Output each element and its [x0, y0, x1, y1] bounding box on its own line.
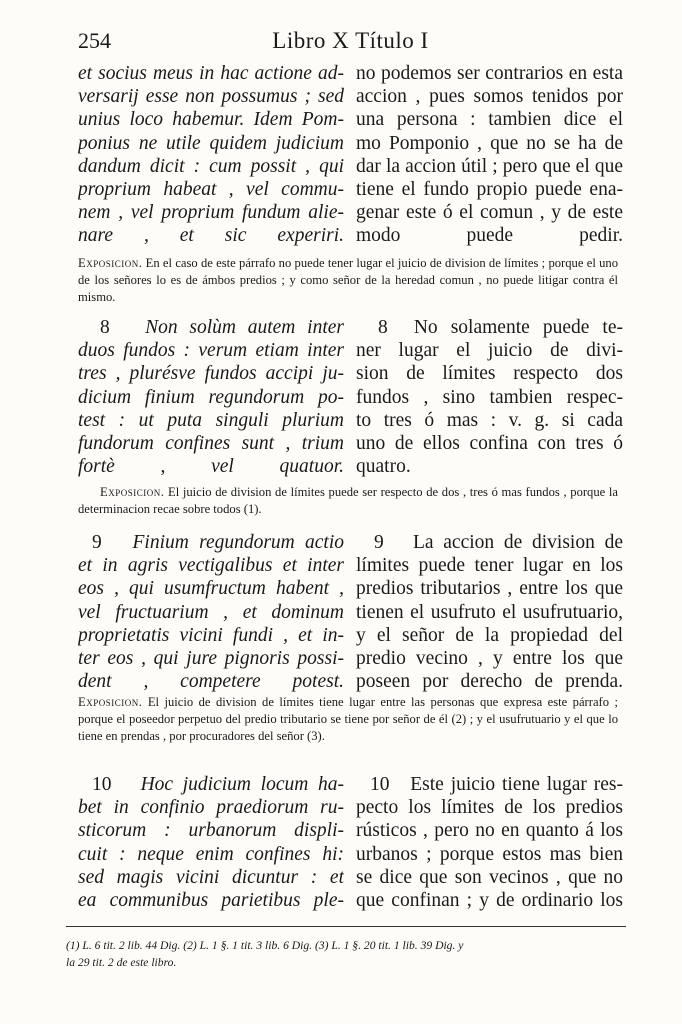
spanish-column: [356, 531, 623, 693]
section-number: 8: [378, 317, 388, 338]
section-number: 10: [92, 774, 112, 795]
spanish-line: uno de ellos confina con tres ó: [356, 432, 623, 454]
spanish-line: dar la accion útil ; pero que el que: [356, 155, 623, 177]
section-number: 8: [100, 317, 110, 338]
spanish-line: to tres ó mas : v. g. si cada: [356, 409, 623, 431]
spanish-line-text: La accion de division de: [412, 532, 623, 553]
latin-line: duos fundos : verum etiam inter: [78, 340, 344, 362]
spanish-line: [356, 316, 623, 339]
latin-line: versarij esse non possumus ; sed: [78, 86, 344, 108]
spanish-line: urbanos ; porque estos mas bien: [356, 843, 623, 865]
exposicion-label: Exposicion.: [78, 256, 143, 270]
footnote-line: la 29 tit. 2 de este libro.: [66, 956, 177, 969]
spanish-line: [356, 773, 623, 796]
latin-line: bet in confinio praediorum ru-: [78, 797, 344, 819]
spanish-line: accion , pues somos tenidos por: [356, 86, 623, 108]
latin-line: unius loco habemur. Idem Pom-: [78, 109, 344, 131]
spanish-line-text: Este juicio tiene lugar res-: [410, 774, 623, 795]
spanish-column: [356, 316, 623, 478]
spanish-line: rústicos , pero no en quanto á los: [356, 820, 623, 842]
spanish-line: límites puede tener lugar en los: [356, 555, 623, 577]
latin-line: vel fructuarium , et dominum: [78, 601, 344, 623]
spanish-column: [356, 62, 623, 248]
spanish-line: modo puede pedir.: [356, 225, 623, 247]
spanish-line: genar este ó el comun , y de este: [356, 202, 623, 224]
spanish-line: [356, 531, 623, 554]
spanish-line: se dice que son vecinos , que no: [356, 866, 623, 888]
latin-line-text: Non solùm autem inter: [145, 317, 344, 338]
exposicion-text: El juicio de division de límites tiene lugar entre las personas que expresa este párrafo ; porque el poseedor perpetuo del predio tributario se tiene por señor de él (2) ; y el usufrutuario y el que lo tiene en prendas , por procuradores del señor (3).: [78, 695, 618, 743]
latin-line: [78, 316, 344, 339]
spanish-line: tienen el usufruto el usufrutuario,: [356, 601, 623, 623]
exposicion-label: Exposicion.: [100, 485, 165, 499]
running-head: Libro X Título I: [272, 28, 429, 53]
spanish-line: sion de límites respecto dos: [356, 363, 623, 385]
latin-line: et socius meus in hac actione ad-: [78, 63, 344, 84]
spanish-line: y el señor de la propiedad del: [356, 624, 623, 646]
latin-column: [78, 773, 344, 912]
latin-line: ter eos , qui jure pignoris possi-: [78, 647, 344, 669]
latin-line: test : ut puta singuli plurium: [78, 409, 344, 431]
latin-line-text: Finium regundorum actio: [132, 532, 344, 553]
spanish-line: ner lugar el juicio de divi-: [356, 340, 623, 362]
latin-line: proprietatis vicini fundi , et in-: [78, 624, 344, 646]
section-8: [78, 316, 623, 484]
latin-line: proprium habeat , vel commu-: [78, 178, 344, 200]
footnote-rule: [66, 926, 626, 927]
latin-line: dent , competere potest.: [78, 671, 344, 693]
section-9: [78, 531, 623, 695]
exposicion-9: [78, 694, 618, 745]
latin-column: [78, 316, 344, 478]
latin-line: eos , qui usumfructum habent ,: [78, 578, 344, 600]
latin-line: ponius ne utile quidem judicium: [78, 132, 344, 154]
latin-line: [78, 531, 344, 554]
spanish-line: poseen por derecho de prenda.: [356, 671, 623, 693]
exposicion-text: En el caso de este párrafo no puede tener lugar el juicio de division de límites ; porque el uno de los señores lo es de ámbos predios ; y como señor de la heredad comun , no puede litigar contra él mismo.: [78, 256, 618, 304]
spanish-line: predios tributarios , entre los que: [356, 578, 623, 600]
latin-line: sed magis vicini dicuntur : et: [78, 866, 344, 888]
section-number: 9: [374, 532, 384, 553]
latin-line: dicium finium regundorum po-: [78, 386, 344, 408]
latin-line: fortè , vel quatuor.: [78, 456, 344, 478]
latin-column: [78, 62, 344, 248]
latin-line: ea communibus parietibus ple-: [78, 889, 344, 911]
section-number: 9: [92, 532, 102, 553]
latin-line: tres , plurésve fundos accipi ju-: [78, 363, 344, 385]
spanish-column: [356, 773, 623, 912]
spanish-line: no podemos ser contrarios en esta: [356, 63, 623, 84]
latin-line: nare , et sic experiri.: [78, 225, 344, 247]
exposicion-label: Exposicion.: [78, 695, 143, 709]
latin-line: [78, 773, 344, 796]
latin-line: sticorum : urbanorum displi-: [78, 820, 344, 842]
exposicion-0: [78, 255, 618, 306]
section-10: [78, 773, 623, 915]
latin-line: et in agris vectigalibus et inter: [78, 555, 344, 577]
spanish-line: que confinan ; y de ordinario los: [356, 889, 623, 911]
spanish-line: una persona : tambien dice el: [356, 109, 623, 131]
latin-line: dandum dicit : cum possit , qui: [78, 155, 344, 177]
page-header: [78, 28, 623, 58]
latin-line: cuit : neque enim confines hi:: [78, 843, 344, 865]
page-number: 254: [78, 28, 111, 53]
section-number: 10: [370, 774, 390, 795]
spanish-line: pecto los límites de los predios: [356, 797, 623, 819]
spanish-line: mo Pomponio , que no se ha de: [356, 132, 623, 154]
footnote-line: (1) L. 6 tit. 2 lib. 44 Dig. (2) L. 1 §. 1 tit. 3 lib. 6 Dig. (3) L. 1 §. 20 tit. 1 lib. 39 Dig. y: [66, 939, 464, 952]
spanish-line: quatro.: [356, 456, 411, 478]
exposicion-8: [78, 484, 618, 518]
spanish-line: fundos , sino tambien respec-: [356, 386, 623, 408]
latin-column: [78, 531, 344, 693]
footnotes: [66, 937, 626, 971]
spanish-line: predio vecino , y entre los que: [356, 647, 623, 669]
latin-line: fundorum confines sunt , trium: [78, 432, 344, 454]
spanish-line: tiene el fundo propio puede ena-: [356, 178, 623, 200]
section-continuation: [78, 62, 623, 250]
exposicion-text: El juicio de division de límites puede ser respecto de dos , tres ó mas fundos , porque la determinacion recae sobre todos (1).: [78, 485, 618, 516]
latin-line-text: Hoc judicium locum ha-: [140, 774, 344, 795]
latin-line: nem , vel proprium fundum alie-: [78, 202, 344, 224]
spanish-line-text: No solamente puede te-: [413, 317, 623, 338]
